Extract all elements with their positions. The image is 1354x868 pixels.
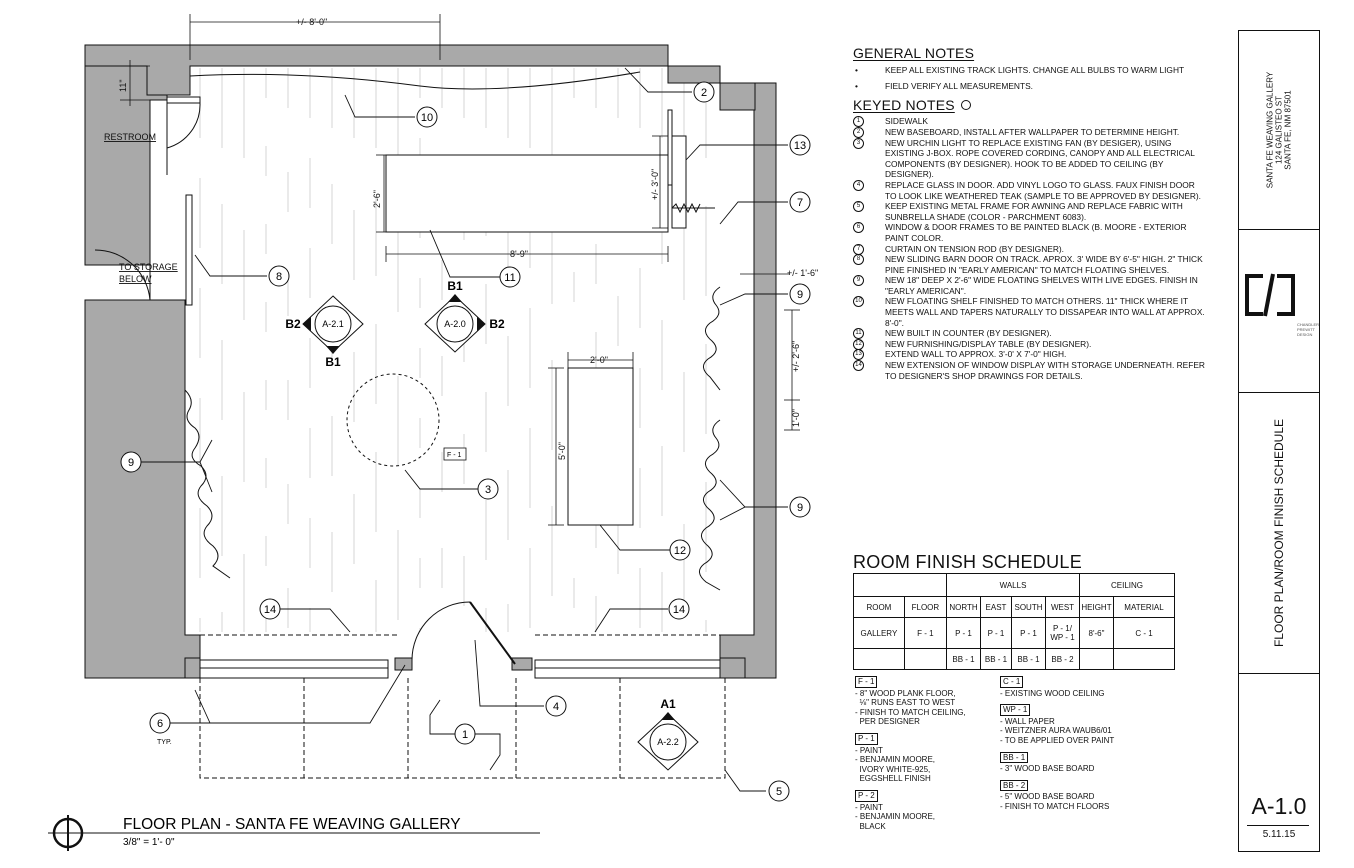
client-section [1239, 31, 1319, 230]
legend-entry [855, 790, 966, 831]
keyed-note-number: 8 [853, 254, 864, 265]
keyed-note [853, 180, 1208, 201]
table-cell [904, 649, 946, 670]
general-note: • KEEP ALL EXISTING TRACK LIGHTS. CHANGE ALL BULBS TO WARM LIGHT [853, 65, 1208, 76]
table-cell [1080, 649, 1114, 670]
keyed-note-number: 7 [853, 244, 864, 255]
dim-left-small: 11" [118, 79, 128, 92]
elevation-arrow-icon [661, 712, 675, 720]
circle-icon [961, 100, 971, 110]
elevation-arrow-icon [477, 317, 485, 331]
urchin-light [347, 374, 439, 466]
table-cell: SOUTH [1012, 597, 1046, 618]
legend-line: - 5" WOOD BASE BOARD [1000, 792, 1095, 802]
key-number: 6 [156, 718, 164, 730]
keyed-notes-list [853, 116, 1208, 381]
keyed-note-text: NEW FURNISHING/DISPLAY TABLE (BY DESIGNER). [885, 338, 1092, 349]
table-cell: NORTH [947, 597, 981, 618]
table-cell: F - 1 [904, 618, 946, 649]
keyed-note-text: SIDEWALK [885, 116, 928, 127]
legend-entry [855, 676, 966, 727]
keyed-note-number: 2 [853, 127, 864, 138]
keyed-note-text: WINDOW & DOOR FRAMES TO BE PAINTED BLACK (B. MOORE - EXTERIOR PAINT COLOR. [885, 222, 1187, 243]
keyed-note [853, 244, 1208, 255]
sheet-number: A-1.0 [1251, 793, 1307, 819]
wall-extension [668, 110, 672, 185]
storage-label-1: TO STORAGE [119, 262, 178, 272]
window-right [535, 660, 720, 678]
keyed-note-text: NEW URCHIN LIGHT TO REPLACE EXISTING FAN (BY DESIGER), USING EXISTING J-BOX. ROPE COVERED CORDING, CANOPY AND ALL ELECTRICAL COMPONENTS (BY DESIGNER). HOOK TO BE ADDED TO CEILING (BY DESIGNER). [885, 137, 1195, 180]
general-note: • FIELD VERIFY ALL MEASUREMENTS. [853, 81, 1208, 92]
keyed-note [853, 127, 1208, 138]
legend-entry [1000, 780, 1114, 812]
table-cell: BB - 1 [1012, 649, 1046, 670]
plan-title: FLOOR PLAN - SANTA FE WEAVING GALLERY [123, 816, 461, 833]
table-cell: ROOM [854, 597, 905, 618]
elevation-arrow-icon [303, 317, 311, 331]
legend-line: - WEITZNER AURA WAUB6/01 [1000, 726, 1112, 736]
elevation-ref: A1 [660, 697, 676, 711]
legend-code: F - 1 [855, 676, 877, 688]
typ-label: TYP. [157, 739, 172, 746]
legend-code: P - 1 [855, 733, 878, 745]
table-cell: GALLERY [854, 618, 905, 649]
keyed-notes-title: KEYED NOTES [853, 96, 955, 113]
key-number: 4 [552, 701, 560, 713]
elevation-ref: B2 [285, 317, 301, 331]
elevation-ref: B2 [489, 317, 505, 331]
key-number: 12 [673, 545, 687, 557]
keyed-note [853, 138, 1208, 180]
sheet-date: 5.11.15 [1262, 829, 1296, 840]
keyed-note [853, 275, 1208, 296]
legend-line: - PAINT [855, 802, 883, 812]
keyed-note [853, 222, 1208, 243]
keyed-note [853, 328, 1208, 339]
keyed-note-text: NEW FLOATING SHELF FINISHED TO MATCH OTHERS. 11" THICK WHERE IT MEETS WALL AND TAPERS NATURALLY TO DISSAPEAR INTO WALL AT APPROX. 8'-0". [885, 296, 1205, 328]
dim-table-w: 2'-0" [590, 355, 608, 365]
dim-top: +/- 8'-0" [296, 17, 328, 27]
keyed-note [853, 339, 1208, 350]
table-cell: BB - 1 [947, 649, 981, 670]
restroom-label: RESTROOM [104, 132, 157, 142]
legend-line: PER DESIGNER [855, 717, 920, 727]
legend-line: - WALL PAPER [1000, 716, 1055, 726]
dim-shelf-gap: 1'-0" [791, 409, 801, 427]
legend-line: - PAINT [855, 745, 883, 755]
legend-line: - 8" WOOD PLANK FLOOR, [855, 688, 956, 698]
keyed-note-number: 12 [853, 339, 864, 350]
display-table [568, 368, 633, 525]
table-cell [854, 649, 905, 670]
keyed-note-text: NEW EXTENSION OF WINDOW DISPLAY WITH STORAGE UNDERNEATH. REFER TO DESIGNER'S SHOP DRAWINGS FOR DETAILS. [885, 360, 1205, 381]
legend-code: C - 1 [1000, 676, 1023, 688]
keyed-note [853, 360, 1208, 381]
legend-line: ⅛" RUNS EAST TO WEST [855, 698, 956, 708]
north-floating-shelf [190, 72, 640, 89]
keyed-note [853, 349, 1208, 360]
key-number: 8 [275, 271, 283, 283]
logo-section [1239, 230, 1319, 393]
barn-door [186, 195, 192, 305]
logo-text: CHANDLER PREWITT DESIGN [1297, 322, 1320, 337]
legend-line: - 3" WOOD BASE BOARD [1000, 764, 1095, 774]
keyed-note-text: CURTAIN ON TENSION ROD (BY DESIGNER). [885, 243, 1064, 254]
keyed-note-number: 1 [853, 116, 864, 127]
key-number: 13 [793, 140, 807, 152]
legend-entry [855, 733, 966, 784]
walls-header: WALLS [947, 574, 1080, 597]
keyed-note [853, 116, 1208, 127]
keyed-note-text: NEW BUILT IN COUNTER (BY DESIGNER). [885, 328, 1052, 339]
keyed-note-text: EXTEND WALL TO APPROX. 3'-0' X 7'-0" HIGH. [885, 349, 1067, 360]
general-notes-list [853, 65, 1208, 92]
legend-line: - FINISH TO MATCH FLOORS [1000, 801, 1110, 811]
table-cell: WEST [1046, 597, 1080, 618]
legend-code: BB - 2 [1000, 780, 1028, 792]
elevation-ref: B1 [447, 279, 463, 293]
table-cell: P - 1 [947, 618, 981, 649]
entry-door-swing [412, 602, 470, 660]
key-number: 5 [775, 786, 783, 798]
table-cell: C - 1 [1114, 618, 1175, 649]
keyed-note-number: 11 [853, 328, 864, 339]
key-number: 14 [263, 604, 277, 616]
table-cell [1114, 649, 1175, 670]
dim-table-l: 5'-0" [557, 442, 567, 460]
legend-right [1000, 676, 1114, 818]
keyed-note-text: KEEP EXISTING METAL FRAME FOR AWNING AND REPLACE FABRIC WITH SUNBRELLA SHADE (COLOR - PARCHMENT 6083). [885, 201, 1183, 222]
sheet-title-section [1239, 393, 1319, 674]
key-number: 9 [796, 289, 804, 301]
keyed-note-number: 4 [853, 180, 864, 191]
keyed-note-text: REPLACE GLASS IN DOOR. ADD VINYL LOGO TO GLASS. FAUX FINISH DOOR TO LOOK LIKE WEATHERED TEAK (SAMPLE TO BE APPROVED BY DESIGNER). [885, 179, 1202, 201]
dim-wall-ext: +/- 3'-0" [650, 168, 660, 200]
keyed-notes-header [853, 96, 1208, 113]
west-wall-upper [85, 66, 167, 265]
room-finish-title: ROOM FINISH SCHEDULE [853, 552, 1083, 572]
plan-scale: 3/8" = 1'- 0" [123, 837, 175, 848]
key-number: 7 [796, 197, 804, 209]
legend-code: P - 2 [855, 790, 878, 802]
restroom-door [167, 97, 200, 175]
legend-line: - TO BE APPLIED OVER PAINT [1000, 735, 1115, 745]
key-number: 3 [484, 484, 492, 496]
elevation-arrow-icon [326, 346, 340, 354]
elevation-markers [285, 279, 698, 770]
keyed-note-number: 14 [853, 360, 864, 371]
legend-line: - BENJAMIN MOORE, [855, 755, 936, 765]
keyed-note [853, 254, 1208, 275]
key-number: 2 [700, 87, 708, 99]
keyed-note-text: NEW SLIDING BARN DOOR ON TRACK. APROX. 3' WIDE BY 6'-5" HIGH. 2" THICK PINE FINISHED IN "EARLY AMERICAN" TO MATCH FLOATING SHELVES. [885, 254, 1203, 275]
client-street: 124 GALISTEO ST [1274, 95, 1284, 165]
table-cell: BB - 1 [981, 649, 1012, 670]
table-cell: BB - 2 [1046, 649, 1080, 670]
dim-counter-len: 8'-9" [510, 249, 528, 259]
legend-entry [1000, 704, 1114, 745]
south-wall-left [185, 658, 200, 678]
key-number: 9 [127, 457, 135, 469]
dim-shelf-offset: +/- 1'-6" [787, 268, 819, 278]
built-in-counter [386, 155, 668, 232]
legend-entry [1000, 752, 1114, 774]
east-wall [720, 83, 776, 678]
key-number: 11 [504, 272, 516, 284]
plan-title-block [48, 739, 540, 851]
elevation-ref: B1 [325, 355, 341, 369]
blank-cell [854, 574, 947, 597]
table-cell: P - 1 [981, 618, 1012, 649]
south-wall-right [720, 658, 745, 678]
table-cell: P - 1 [1012, 618, 1046, 649]
table-cell: 8'-6" [1080, 618, 1114, 649]
extended-wall [672, 136, 686, 228]
client-city: SANTA FE, NM 87501 [1283, 90, 1293, 170]
legend-left [855, 676, 966, 837]
keyed-note-text: NEW BASEBOARD, INSTALL AFTER WALLPAPER TO DETERMINE HEIGHT. [885, 126, 1180, 137]
legend-code: WP - 1 [1000, 704, 1030, 716]
elevation-arrow-icon [448, 294, 462, 302]
keyed-note-number: 13 [853, 349, 864, 360]
keyed-note [853, 201, 1208, 222]
key-number: 9 [796, 502, 804, 514]
legend-line: - BENJAMIN MOORE, [855, 812, 936, 822]
legend-line: IVORY WHITE-925, [855, 764, 931, 774]
legend-line: - EXISTING WOOD CEILING [1000, 688, 1105, 698]
elevation-id: A-2.2 [657, 737, 679, 747]
legend-line: EGGSHELL FINISH [855, 774, 931, 784]
client-info [1266, 72, 1293, 188]
sheet-title: FLOOR PLAN/ROOM FINISH SCHEDULE [1272, 418, 1286, 648]
keyed-note-number: 6 [853, 222, 864, 233]
legend-line: - FINISH TO MATCH CEILING, [855, 707, 966, 717]
table-cell: MATERIAL [1114, 597, 1175, 618]
table-cell: FLOOR [904, 597, 946, 618]
elevation-id: A-2.0 [444, 319, 466, 329]
room-finish-table [853, 573, 1175, 670]
window-left [200, 660, 388, 678]
dim-shelf-len: +/- 2'-6" [791, 340, 801, 372]
ceiling-header: CEILING [1080, 574, 1175, 597]
keyed-note-text: NEW 18" DEEP X 2'-6" WIDE FLOATING SHELVES WITH LIVE EDGES. FINISH IN "EARLY AMERICAN". [885, 275, 1198, 296]
dim-counter-depth: 2'-6" [372, 190, 382, 208]
table-cell: EAST [981, 597, 1012, 618]
notes-panel [853, 45, 1208, 381]
legend-line: BLACK [855, 821, 886, 831]
designer-logo-icon [1243, 270, 1297, 320]
table-cell: P - 1/ WP - 1 [1046, 618, 1080, 649]
keyed-note [853, 296, 1208, 328]
storage-label-2: BELOW [119, 274, 152, 284]
legend-code: BB - 1 [1000, 752, 1028, 764]
keyed-note-number: 3 [853, 138, 864, 149]
keyed-note-number: 5 [853, 201, 864, 212]
key-number: 1 [461, 729, 469, 741]
key-number: 14 [672, 604, 686, 616]
general-notes-title: GENERAL NOTES [853, 45, 975, 61]
west-wall [85, 300, 200, 678]
floor-tag: F - 1 [447, 452, 462, 459]
client-name: SANTA FE WEAVING GALLERY [1265, 71, 1275, 189]
elevation-id: A-2.1 [322, 319, 344, 329]
keyed-note-number: 9 [853, 275, 864, 286]
title-block [1238, 30, 1320, 852]
key-number: 10 [420, 112, 434, 124]
legend-entry [1000, 676, 1114, 698]
keyed-note-number: 10 [853, 296, 864, 307]
table-cell: HEIGHT [1080, 597, 1114, 618]
